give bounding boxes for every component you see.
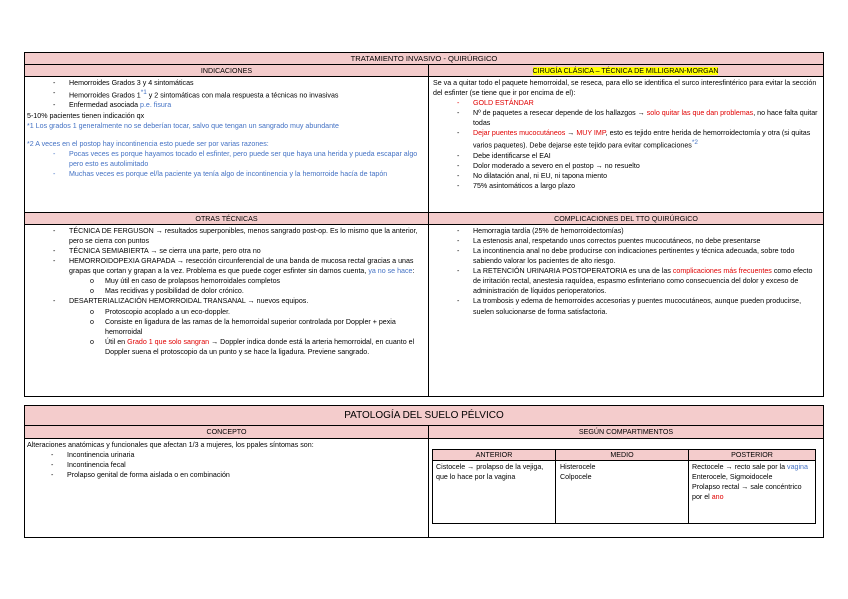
list-item: - La trombosis y edema de hemorroides accesorias y puentes mucocutáneos, aunque pueden producirse, suelen solucionarse de forma satisfactoria. xyxy=(433,296,821,316)
concepto-intro: Alteraciones anatómicas y funcionales que afectan 1/3 a mujeres, los ppales síntomas son: xyxy=(27,441,314,449)
complicaciones-cell xyxy=(433,226,821,317)
indicaciones-header: INDICACIONES xyxy=(25,65,428,77)
pelvic-floor-title: PATOLOGÍA DEL SUELO PÉLVICO xyxy=(25,406,823,426)
list-item: o Consiste en ligadura de las ramas de la hemorroidal superior controlada por Doppler + pexia hemorroidal xyxy=(29,317,421,337)
compartimentos-header: SEGÚN COMPARTIMENTOS xyxy=(429,426,823,439)
note-1: *1 Los grados 1 generalmente no se deberían tocar, salvo que tengan un sangrado muy abundante xyxy=(27,121,339,130)
milligan-cell xyxy=(433,78,821,191)
list-item: - Nº de paquetes a resecar depende de los hallazgos → solo quitar las que dan problemas, no hace falta quitar todas xyxy=(433,108,821,128)
treatment-title: TRATAMIENTO INVASIVO - QUIRÚRGICO xyxy=(25,53,823,65)
list-item: - Enfermedad asociada p.e. fisura xyxy=(29,100,425,110)
posterior-cell: Rectocele → recto sale por la vagina Enterocele, Sigmoidocele Prolapso rectal → sale concéntrico por el ano xyxy=(692,463,808,502)
milligan-intro: Se va a quitar todo el paquete hemorroidal, se reseca, para ello se identifica el surco interesfintérico para evitar la sección del esfinter (se tiene que ir por encima de el): xyxy=(433,79,817,98)
milligan-header-text: CIRUGÍA CLÁSICA – TÉCNICA DE MILLIGRAN-MORGAN xyxy=(532,67,719,75)
indicaciones-cell xyxy=(29,78,425,179)
list-item: - Hemorroides Grados 3 y 4 sintomáticas xyxy=(29,78,425,88)
list-item: - HEMORROIDOPEXIA GRAPADA → resección circunferencial de una banda de mucosa rectal gracias a unas grapas que cortan y grapan a la vez. Problema es que puede coger esfinter sin darnos cuenta, ya no se hace: xyxy=(29,256,421,276)
list-item: - La incontinencia anal no debe producirse con indicaciones pertinentes y técnica adecuada, sobre todo sabiendo valorar los pacientes de alto riesgo. xyxy=(433,246,821,266)
list-item: o Protoscopio acoplado a un eco-doppler. xyxy=(29,307,421,317)
list-item: o Muy útil en caso de prolapsos hemorroidales completos xyxy=(29,276,421,286)
list-item: - Muchas veces es porque el/la paciente ya tenía algo de incontinencia y la hemorroide hacía de tapón xyxy=(29,169,425,179)
list-item: - 75% asintomáticos a largo plazo xyxy=(433,181,821,191)
list-item: - La estenosis anal, respetando unos correctos puentes mucocutáneos, no debe presentarse xyxy=(433,236,821,246)
list-item: o Útil en Grado 1 que solo sangran → Doppler indica donde está la arteria hemorroidal, en cuanto el Doppler suena el protoscopio da un punto y se hace la ligadura. Previene sangrado. xyxy=(29,337,421,357)
note-2: *2 A veces en el postop hay incontinencia esto puede ser por varias razones: xyxy=(27,139,269,148)
list-item: - Prolapso genital de forma aislada o en combinación xyxy=(27,470,425,480)
list-item: - Debe identificarse el EAI xyxy=(433,151,821,161)
milligan-header xyxy=(428,65,823,77)
indication-percentage: 5-10% pacientes tienen indicación qx xyxy=(27,111,145,120)
anterior-cell: Cistocele → prolapso de la vejiga, que lo hace por la vagina xyxy=(436,463,544,482)
list-item: - Incontinencia urinaria xyxy=(27,450,425,460)
list-item: - Incontinencia fecal xyxy=(27,460,425,470)
otras-header: OTRAS TÉCNICAS xyxy=(25,213,428,225)
list-item: - DESARTERIALIZACIÓN HEMORROIDAL TRANSANAL → nuevos equipos. xyxy=(29,296,421,306)
compartimentos-table xyxy=(432,449,816,524)
complicaciones-header: COMPLICACIONES DEL TTO QUIRÚRGICO xyxy=(429,213,823,225)
col-anterior: ANTERIOR xyxy=(433,450,555,461)
list-item: - TÉCNICA SEMIABIERTA → se cierra una parte, pero otra no xyxy=(29,246,421,256)
pelvic-floor-table xyxy=(24,405,824,538)
list-item: o Mas recidivas y posibilidad de dolor crónico. xyxy=(29,286,421,296)
medio-cell: Histerocele Colpocele xyxy=(560,463,596,482)
list-item: - Dejar puentes mucocutáneos → MUY IMP, esto es tejido entre herida de hemorroidectomía y otra (si quitas varios paquetes). Debe dejarse este tejido para evitar complicaciones$^{*2}$ xyxy=(433,128,821,150)
concepto-header: CONCEPTO xyxy=(25,426,428,439)
list-item: - No dilatación anal, ni EU, ni tapona miento xyxy=(433,171,821,181)
col-medio: MEDIO xyxy=(556,450,688,461)
col-posterior: POSTERIOR xyxy=(689,450,815,461)
list-item: - TÉCNICA DE FERGUSON → resultados superponibles, menos sangrado post-op. Es lo mismo que la anterior, pero se cierra con puntos xyxy=(29,226,421,246)
list-item: - La RETENCIÓN URINARIA POSTOPERATORIA es una de las complicaciones más frecuentes como efecto de irritación rectal, anestesia raquídea, espasmo esfinteriano como consecuencia del dolor y exceso de administración de líquidos perioperatorios. xyxy=(433,266,821,296)
list-item: - GOLD ESTÁNDAR xyxy=(433,98,821,108)
otras-cell xyxy=(29,226,421,357)
list-item: - Hemorroides Grados 1$^{*1}$ y 2 sintomáticas con mala respuesta a técnicas no invasivas xyxy=(29,88,425,100)
list-item: - Hemorragia tardía (25% de hemorroidectomías) xyxy=(433,226,821,236)
treatment-table xyxy=(24,52,824,397)
list-item: - Pocas veces es porque hayamos tocado el esfinter, pero puede ser que haya una herida y pueda escapar algo pero esto es autolimitado xyxy=(29,149,425,169)
list-item: - Dolor moderado a severo en el postop → no resuelto xyxy=(433,161,821,171)
concepto-cell xyxy=(27,440,425,480)
